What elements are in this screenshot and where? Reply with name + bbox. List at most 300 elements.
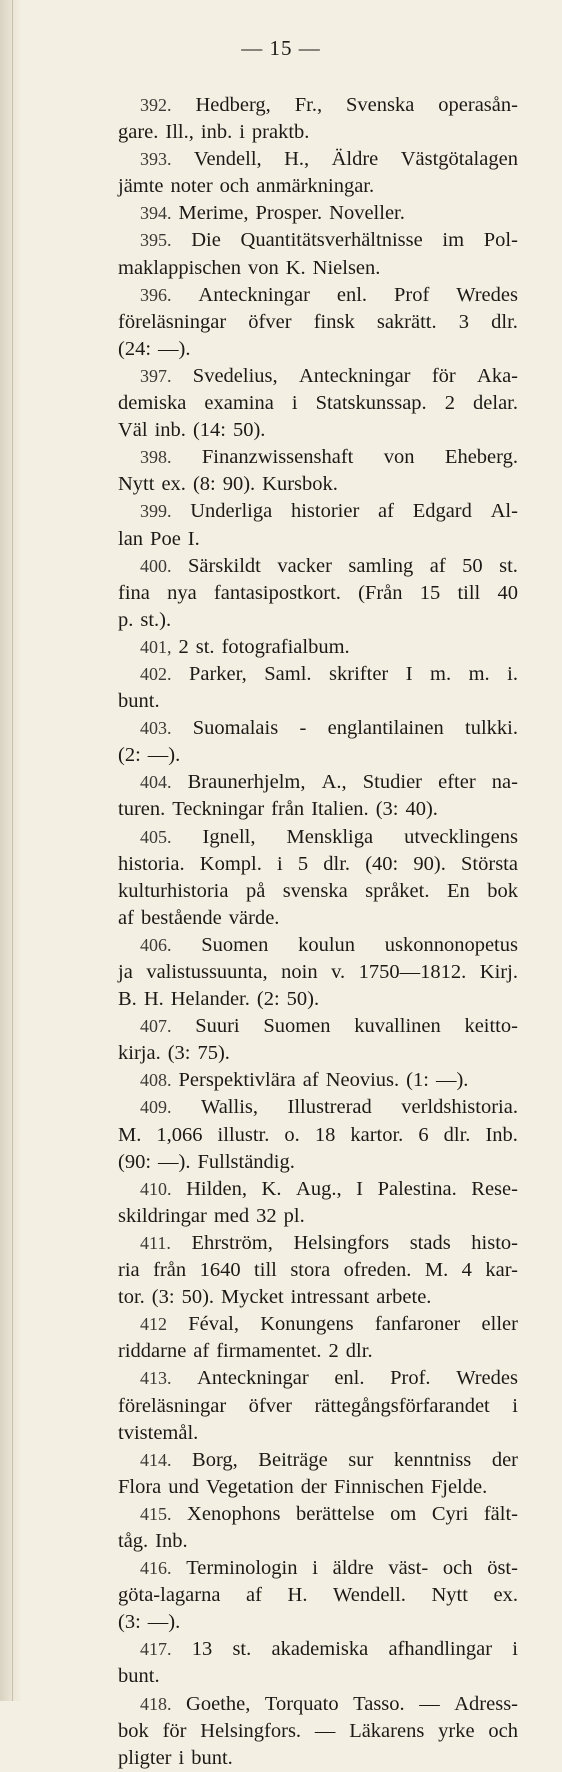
entry-word: M. xyxy=(424,1259,449,1282)
entry-word: —). xyxy=(158,1150,191,1173)
entry-word: Läkarens xyxy=(349,1719,425,1742)
entry-word: fotografialbum. xyxy=(221,635,350,658)
entry-word: (3: xyxy=(151,1286,175,1309)
entry-number: 395. xyxy=(140,230,172,251)
binding-fold-line xyxy=(12,0,13,1701)
entry-word: Inb. xyxy=(485,1123,518,1146)
entry-word: I. xyxy=(187,527,200,550)
entry-word: 32 xyxy=(256,1204,277,1227)
entry-word: (Från xyxy=(358,581,403,604)
entry-continuation-line xyxy=(118,1257,518,1284)
entry-word: i xyxy=(312,1557,318,1580)
entry-word: ex. xyxy=(493,1584,518,1607)
entry-word: Teckningar xyxy=(172,798,265,821)
entry-word: K. xyxy=(285,256,306,279)
entry-word: föreläsningar xyxy=(118,1394,227,1417)
entry-word: tåg. xyxy=(118,1529,149,1552)
entry-word: Adress- xyxy=(454,1692,518,1715)
entry-number: 404. xyxy=(140,772,172,793)
entry-word: Al- xyxy=(490,500,518,523)
entry-word: 90). xyxy=(222,473,256,496)
entry-first-line xyxy=(118,661,518,688)
entry-first-line xyxy=(118,1555,518,1582)
entry-number: 414. xyxy=(140,1449,172,1470)
entry-word: englantilainen xyxy=(327,717,444,740)
entry-number: 406. xyxy=(140,934,172,955)
entry-word: från xyxy=(153,1259,187,1282)
entry-word: 13 xyxy=(191,1638,213,1661)
entry-word: sur xyxy=(348,1448,374,1471)
entry-word: Féval, xyxy=(188,1313,239,1336)
entry-continuation-line xyxy=(118,1663,518,1690)
entry-first-line xyxy=(118,1067,518,1094)
entry-word: och xyxy=(219,175,250,198)
entry-word: ja xyxy=(118,961,133,983)
entry-word: (24: xyxy=(118,337,152,360)
catalogue-entry xyxy=(118,1555,518,1636)
entry-word: 5 xyxy=(297,852,309,875)
entry-first-line xyxy=(118,1176,518,1203)
catalogue-entry xyxy=(118,227,518,281)
catalogue-entry xyxy=(118,282,518,363)
entry-word: st. xyxy=(232,1638,252,1661)
entry-continuation-line xyxy=(118,255,518,282)
entry-word: riddarne xyxy=(118,1340,187,1363)
entry-word: von xyxy=(247,256,279,279)
entry-word: efter xyxy=(438,771,476,794)
entry-word: väst- xyxy=(388,1557,429,1580)
entry-first-line xyxy=(118,200,518,227)
entry-word: Prof xyxy=(393,283,430,306)
entry-word: — xyxy=(419,1692,440,1715)
entry-word: af xyxy=(193,1340,210,1363)
entry-word: Wendell. xyxy=(333,1584,406,1607)
entry-first-line xyxy=(118,363,518,390)
entry-continuation-line xyxy=(118,1609,518,1636)
entry-number: 400. xyxy=(140,555,172,576)
entry-continuation-line xyxy=(118,336,518,363)
entry-continuation-line xyxy=(118,607,518,634)
entry-word: i xyxy=(277,852,283,875)
entry-word: Rese- xyxy=(471,1177,518,1200)
entry-word: gare. xyxy=(118,121,159,144)
entry-number: 393. xyxy=(140,149,172,170)
entry-word: Ill., xyxy=(165,121,194,144)
entry-first-line xyxy=(118,824,518,851)
entry-continuation-line xyxy=(118,1420,518,1447)
entry-word: 40 xyxy=(497,581,518,604)
entry-word: i xyxy=(239,121,245,144)
entry-word: eller xyxy=(481,1313,518,1336)
entry-word: och xyxy=(488,1719,518,1742)
entry-word: (8: xyxy=(192,473,216,496)
entry-word: Nytt xyxy=(118,473,155,496)
entry-number: 401, xyxy=(140,636,172,657)
entry-word: (3: xyxy=(375,798,399,821)
entry-word: tor. xyxy=(118,1286,145,1309)
entry-word: Neovius. xyxy=(325,1069,400,1092)
entry-word: Kompl. xyxy=(199,852,262,875)
entry-number: 394. xyxy=(140,203,172,224)
entry-first-line xyxy=(118,1501,518,1528)
entry-word: o. xyxy=(284,1123,300,1146)
entry-word: Prof. xyxy=(390,1367,431,1390)
entry-word: afhandlingar xyxy=(388,1638,493,1661)
entry-first-line xyxy=(118,634,518,661)
entry-word: firmamentet. xyxy=(216,1340,322,1363)
entry-continuation-line xyxy=(118,959,518,986)
entry-word: Väl xyxy=(118,419,148,442)
entry-word: Största xyxy=(461,852,518,875)
entry-continuation-line xyxy=(118,1393,518,1420)
entry-word: M. xyxy=(118,1123,142,1146)
catalogue-entry xyxy=(118,769,518,823)
entry-continuation-line xyxy=(118,878,518,905)
entry-word: utvecklingens xyxy=(404,825,518,848)
entry-word: 1,066 xyxy=(156,1123,203,1146)
entry-word: dlr. xyxy=(443,1123,471,1146)
entry-word: ofreden. xyxy=(343,1259,412,1282)
entry-first-line xyxy=(118,92,518,119)
entry-word: verldshistoria. xyxy=(401,1096,518,1119)
entry-word: Eheberg. xyxy=(444,446,518,469)
entry-word: Fullständig. xyxy=(197,1150,295,1173)
entry-word: Suuri xyxy=(195,1015,240,1038)
entry-word: finsk xyxy=(313,310,355,333)
entry-word: Noveller. xyxy=(329,202,405,225)
entry-word: histo- xyxy=(471,1231,518,1254)
entry-word: Västgötalagen xyxy=(400,148,518,171)
entry-word: von xyxy=(383,446,415,469)
entry-word: Merime, xyxy=(178,202,249,225)
entry-word: Suomalais xyxy=(192,717,279,740)
entry-word: bok xyxy=(118,1719,149,1742)
entry-continuation-line xyxy=(118,1474,518,1501)
entry-word: jämte xyxy=(118,175,164,198)
entry-word: Wredes xyxy=(456,1367,518,1390)
entry-word: från xyxy=(271,798,305,821)
entry-word: valistussuunta, xyxy=(146,961,268,983)
entry-word: — xyxy=(314,1719,336,1742)
entry-word: examina xyxy=(204,392,274,415)
entry-word: af xyxy=(302,1069,319,1092)
entry-word: En xyxy=(446,879,470,902)
entry-word: af xyxy=(429,554,446,577)
entry-word: Poe xyxy=(150,527,181,550)
entry-word: öst- xyxy=(487,1557,518,1580)
entry-word: st.). xyxy=(140,608,172,631)
entry-word: Xenophons xyxy=(187,1502,281,1525)
entry-word: Prosper. xyxy=(255,202,323,225)
entry-word: fält- xyxy=(483,1502,518,1525)
entry-word: Fr., xyxy=(294,94,323,116)
entry-word: der xyxy=(491,1448,518,1471)
entry-word: im xyxy=(442,229,465,252)
entry-word: anmärkningar. xyxy=(256,175,375,198)
catalogue-entry xyxy=(118,1067,518,1094)
entry-first-line xyxy=(118,715,518,742)
entry-word: Italien. xyxy=(311,798,369,821)
entry-word: Kursbok. xyxy=(262,473,338,496)
catalogue-entry xyxy=(118,200,518,227)
entry-number: 403. xyxy=(140,718,172,739)
entry-word: om xyxy=(390,1502,417,1525)
entry-word: noter xyxy=(170,175,213,198)
entry-word: Parker, xyxy=(188,662,247,685)
entry-word: 90). xyxy=(413,852,446,875)
entry-word: Svedelius, xyxy=(192,364,278,387)
entry-word: intressant xyxy=(290,1286,370,1309)
entry-word: inb. xyxy=(200,121,233,144)
entry-first-line xyxy=(118,1311,518,1338)
entry-word: enl. xyxy=(334,1367,365,1390)
entry-word: tulkki. xyxy=(465,717,518,740)
entry-word: dlr. xyxy=(345,1340,373,1363)
entry-word: praktb. xyxy=(251,121,310,144)
entry-word: 2 xyxy=(178,635,189,658)
entry-word: 40). xyxy=(405,798,438,821)
entry-word: Tasso. xyxy=(353,1692,405,1715)
entry-word: Cyri xyxy=(431,1502,469,1525)
entry-word: bok xyxy=(487,879,518,902)
entry-word: Hilden, xyxy=(186,1177,247,1200)
entry-word: H., xyxy=(284,148,310,171)
entry-number: 415. xyxy=(140,1503,172,1524)
entry-word: äldre xyxy=(332,1557,374,1580)
entry-continuation-line xyxy=(118,851,518,878)
entry-word: för xyxy=(162,1719,187,1742)
entry-word: Helander. xyxy=(170,988,250,1011)
entry-word: stads xyxy=(409,1231,451,1254)
entry-first-line xyxy=(118,932,518,959)
entry-continuation-line xyxy=(118,1122,518,1149)
entry-word: kuvallinen xyxy=(354,1015,441,1038)
entry-word: bestående xyxy=(140,906,222,929)
entry-continuation-line xyxy=(118,905,518,932)
entry-word: bunt. xyxy=(191,1746,233,1769)
entry-word: ex. xyxy=(161,473,186,496)
entry-number: 412 xyxy=(140,1314,167,1335)
entry-word: kirja. xyxy=(118,1042,161,1065)
entry-word: Perspektivlära xyxy=(178,1069,296,1092)
entry-first-line xyxy=(118,769,518,796)
entry-word: skrifter xyxy=(329,662,389,685)
entry-continuation-line xyxy=(118,1284,518,1311)
entry-word: värde. xyxy=(228,906,280,929)
entry-word: 15 xyxy=(419,581,441,604)
entry-continuation-line xyxy=(118,1338,518,1365)
entry-word: i xyxy=(512,1638,518,1661)
entry-word: —). xyxy=(158,337,191,360)
catalogue-entry xyxy=(118,824,518,932)
entry-word: Kirj. xyxy=(479,961,518,983)
entry-word: föreläsningar xyxy=(118,310,227,333)
entry-word: (3: xyxy=(118,1611,141,1634)
entry-word: Aug., xyxy=(296,1177,342,1200)
entry-word: 50 xyxy=(462,554,483,577)
entry-word: Pol- xyxy=(483,229,518,252)
catalogue-entry xyxy=(118,1176,518,1230)
entry-word: 3 xyxy=(458,310,470,333)
entry-number: 411. xyxy=(140,1232,171,1253)
entry-word: öfver xyxy=(248,310,292,333)
entry-word: Nytt xyxy=(431,1584,468,1607)
entry-word: nya xyxy=(167,581,197,604)
entry-word: kenntniss xyxy=(393,1448,472,1471)
catalogue-entry xyxy=(118,1636,518,1690)
entry-word: Beiträge xyxy=(258,1448,328,1471)
entry-first-line xyxy=(118,1636,518,1663)
entry-word: till xyxy=(254,1259,277,1282)
entry-word: kar- xyxy=(485,1259,518,1282)
entry-word: der xyxy=(300,1475,327,1498)
entry-word: Aka- xyxy=(477,364,518,387)
entry-word: Konungens xyxy=(260,1313,354,1336)
entry-first-line xyxy=(118,282,518,309)
catalogue-entry xyxy=(118,634,518,661)
entry-continuation-line xyxy=(118,390,518,417)
entry-continuation-line xyxy=(118,742,518,769)
entry-word: keitto- xyxy=(464,1015,518,1038)
catalogue-entry xyxy=(118,661,518,715)
catalogue-entry xyxy=(118,1230,518,1311)
entry-word: öfver xyxy=(248,1394,292,1417)
catalogue-entry xyxy=(118,1311,518,1365)
entry-word: fantasipostkort. xyxy=(213,581,341,604)
entry-word: Braunerhjelm, xyxy=(187,771,306,794)
entry-word: na- xyxy=(491,771,518,794)
entry-number: 409. xyxy=(140,1097,172,1118)
entry-word: af xyxy=(378,500,394,523)
entry-number: 416. xyxy=(140,1558,172,1579)
entry-word: Quantitätsverhältnisse xyxy=(240,229,423,252)
entry-word: Terminologin xyxy=(186,1557,298,1580)
entry-word: m. xyxy=(468,662,490,685)
entry-word: (3: xyxy=(167,1042,191,1065)
entry-word: Die xyxy=(191,229,221,252)
entry-word: och xyxy=(442,1557,473,1580)
entry-word: Underliga xyxy=(190,500,273,523)
catalogue-entry xyxy=(118,1447,518,1501)
entry-word: Inb. xyxy=(155,1529,188,1552)
entry-number: 407. xyxy=(140,1016,172,1037)
catalogue-entry xyxy=(118,1094,518,1175)
entry-word: illustr. xyxy=(217,1123,270,1146)
entry-word: (14: xyxy=(192,419,226,442)
catalogue-entry xyxy=(118,1691,518,1772)
catalogue-entry xyxy=(118,146,518,200)
entry-word: Nielsen. xyxy=(312,256,381,279)
entry-number: 396. xyxy=(140,284,172,305)
entry-word: Torquato xyxy=(264,1692,339,1715)
entry-word: för xyxy=(431,364,456,387)
catalogue-entry xyxy=(118,553,518,634)
entry-word: Äldre xyxy=(331,148,379,171)
entry-word: 1750—1812. xyxy=(358,961,467,983)
entry-word: st. xyxy=(499,554,518,577)
entry-word: Palestina. xyxy=(377,1177,457,1200)
entry-word: maklappischen xyxy=(118,256,241,279)
entry-word: i xyxy=(291,392,298,415)
entry-word: bunt. xyxy=(118,690,160,713)
entry-word: st. xyxy=(195,635,215,658)
entry-word: H. xyxy=(143,988,164,1011)
catalogue-entry xyxy=(118,1365,518,1446)
entry-word: ria xyxy=(118,1259,140,1282)
catalogue-listing xyxy=(118,92,518,1772)
entry-word: noin xyxy=(281,961,318,983)
entry-first-line xyxy=(118,1447,518,1474)
entry-word: sakrätt. xyxy=(376,310,437,333)
entry-number: 397. xyxy=(140,365,172,386)
entry-word: Helsingfors. xyxy=(200,1719,302,1742)
entry-continuation-line xyxy=(118,1203,518,1230)
entry-word: skildringar xyxy=(118,1204,207,1227)
catalogue-entry xyxy=(118,498,518,552)
entry-word: Finanzwissenshaft xyxy=(201,446,354,469)
entry-word: m. xyxy=(430,662,452,685)
entry-continuation-line xyxy=(118,1582,518,1609)
entry-word: språket. xyxy=(365,879,430,902)
entry-word: - xyxy=(299,717,307,740)
entry-word: 50). xyxy=(286,988,320,1011)
entry-word: kulturhistoria xyxy=(118,879,229,902)
entry-first-line xyxy=(118,227,518,254)
entry-word: yrke xyxy=(438,1719,475,1742)
entry-word: Svenska xyxy=(346,94,415,116)
entry-first-line xyxy=(118,1230,518,1257)
entry-continuation-line xyxy=(118,1040,518,1067)
entry-continuation-line xyxy=(118,580,518,607)
entry-word: (40: xyxy=(365,852,399,875)
entry-word: pl. xyxy=(283,1204,305,1227)
entry-word: demiska xyxy=(118,392,187,415)
entry-word: (2: xyxy=(118,744,141,767)
entry-word: I xyxy=(356,1177,363,1200)
entry-word: på xyxy=(245,879,266,902)
catalogue-entry xyxy=(118,932,518,1013)
entry-continuation-line xyxy=(118,417,518,444)
entry-word: lan xyxy=(118,527,144,550)
entry-number: 417. xyxy=(140,1639,172,1660)
entry-word: berättelse xyxy=(295,1502,375,1525)
entry-word: 2 xyxy=(444,392,455,415)
entry-word: 18 xyxy=(314,1123,336,1146)
entry-word: Särskildt xyxy=(187,554,261,577)
entry-word: bunt. xyxy=(118,1665,160,1688)
entry-number: 408. xyxy=(140,1070,172,1091)
entry-first-line xyxy=(118,1365,518,1392)
entry-word: (90: xyxy=(118,1150,152,1173)
entry-number: 405. xyxy=(140,826,172,847)
entry-word: Menskliga xyxy=(286,825,374,848)
entry-word: Wredes xyxy=(456,283,518,306)
entry-first-line xyxy=(118,444,518,471)
entry-number: 392. xyxy=(140,95,172,115)
entry-word: stora xyxy=(290,1259,331,1282)
entry-word: uskonnonopetus xyxy=(384,933,518,956)
entry-word: Ehrström, xyxy=(191,1231,273,1254)
entry-continuation-line xyxy=(118,119,518,146)
entry-word: tvistemål. xyxy=(118,1421,199,1444)
entry-word: A., xyxy=(321,771,347,794)
entry-word: —). xyxy=(147,744,181,767)
entry-word: historier xyxy=(290,500,360,523)
entry-first-line xyxy=(118,553,518,580)
entry-word: 6 xyxy=(418,1123,429,1146)
entry-word: akademiska xyxy=(271,1638,369,1661)
entry-word: delar. xyxy=(473,392,518,415)
